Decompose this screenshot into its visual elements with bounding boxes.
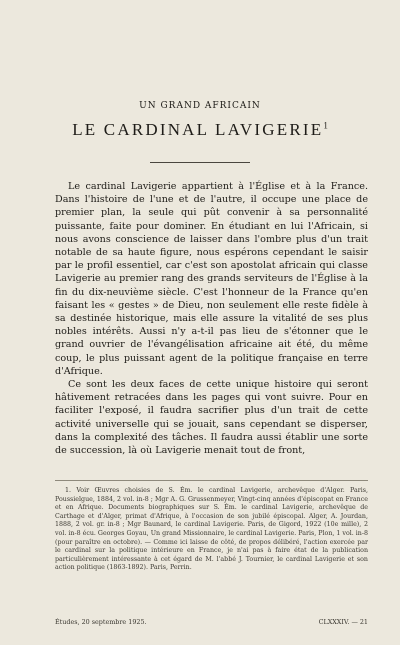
title-text: LE CARDINAL LAVIGERIE xyxy=(72,120,324,139)
footnote-text: 1. Voir Œuvres choisies de S. Ém. le cardinal Lavigerie, archevêque d'Alger. Paris, Poussielgue, 1884, 2 vol. in-8 ; Mgr A. G. Grussenmeyer, Vingt-cinq années d'épiscopat en France et en Afrique. Documents biographiques sur S. Ém. le cardinal Lavigerie, archevêque de Carthage et d'Alger, primat d'Afrique, à l'occasion de son jubilé épiscopal. Alger, A. Jourdan, 1888, 2 vol. gr. in-8 ; Mgr Baunard, le cardinal Lavigerie. Paris, de Gigord, 1922 (10e mille), 2 vol. in-8 écu. Georges Goyau, Un grand Missionnaire, le cardinal Lavigerie. Paris, Plon, 1 vol. in-8 (pour paraître en octobre). — Comme ici laisse de côté, de propos délibéré, l'action exercée par le cardinal sur la politique intérieure en France, je n'ai pas à faire état de la publication particulièrement intéressante à cet égard de M. l'abbé J. Tournier, le cardinal Lavigerie et son action politique (1863-1892). Paris, Perrin. xyxy=(55,487,368,572)
paragraph: Le cardinal Lavigerie appartient à l'Église et à la France. Dans l'histoire de l'une et de l'autre, il occupe une place de premier plan, la seule qui pût convenir à sa personnalité puissante, faite pour dominer. En étudiant en lui l'Africain, si nous avons conscience de laisser dans l'ombre plus d'un trait notable de sa haute figure, nous espérons cependant le saisir par le profil essentiel, car c'est son apostolat africain qui classe Lavigerie au premier rang des grands serviteurs de l'Église à la fin du dix-neuvième siècle. C'est l'honneur de la France qu'en faisant les « gestes » de Dieu, non seulement elle reste fidèle à sa destinée historique, mais elle assure la vitalité de ses plus nobles intérêts. Aussi n'y a-t-il pas lieu de s'étonner que le grand ouvrier de l'évangélisation africaine ait été, du même coup, le plus puissant agent de la politique française en terre d'Afrique. xyxy=(55,181,368,377)
title-divider xyxy=(150,162,250,163)
page-footer xyxy=(55,618,368,626)
article-kicker: UN GRAND AFRICAIN xyxy=(139,101,261,111)
footnote-mark: 1 xyxy=(323,120,328,131)
footer-source: Études, 20 septembre 1925. xyxy=(55,618,147,626)
footnote xyxy=(55,487,368,573)
article-body xyxy=(55,180,368,457)
article-title xyxy=(0,120,400,140)
footnote-divider xyxy=(55,480,368,481)
paragraph: Ce sont les deux faces de cette unique histoire qui seront hâtivement retracées dans les pages qui vont suivre. Pour en faciliter l'exposé, il faudra sacrifier plus d'un trait de cette activité universelle qui se jouait, sans cependant se disperser, dans la complexité des tâches. Il faudra aussi établir une sorte de succession, là où Lavigerie menait tout de front, xyxy=(55,379,368,457)
footer-signature: CLXXXIV. — 21 xyxy=(318,618,368,626)
